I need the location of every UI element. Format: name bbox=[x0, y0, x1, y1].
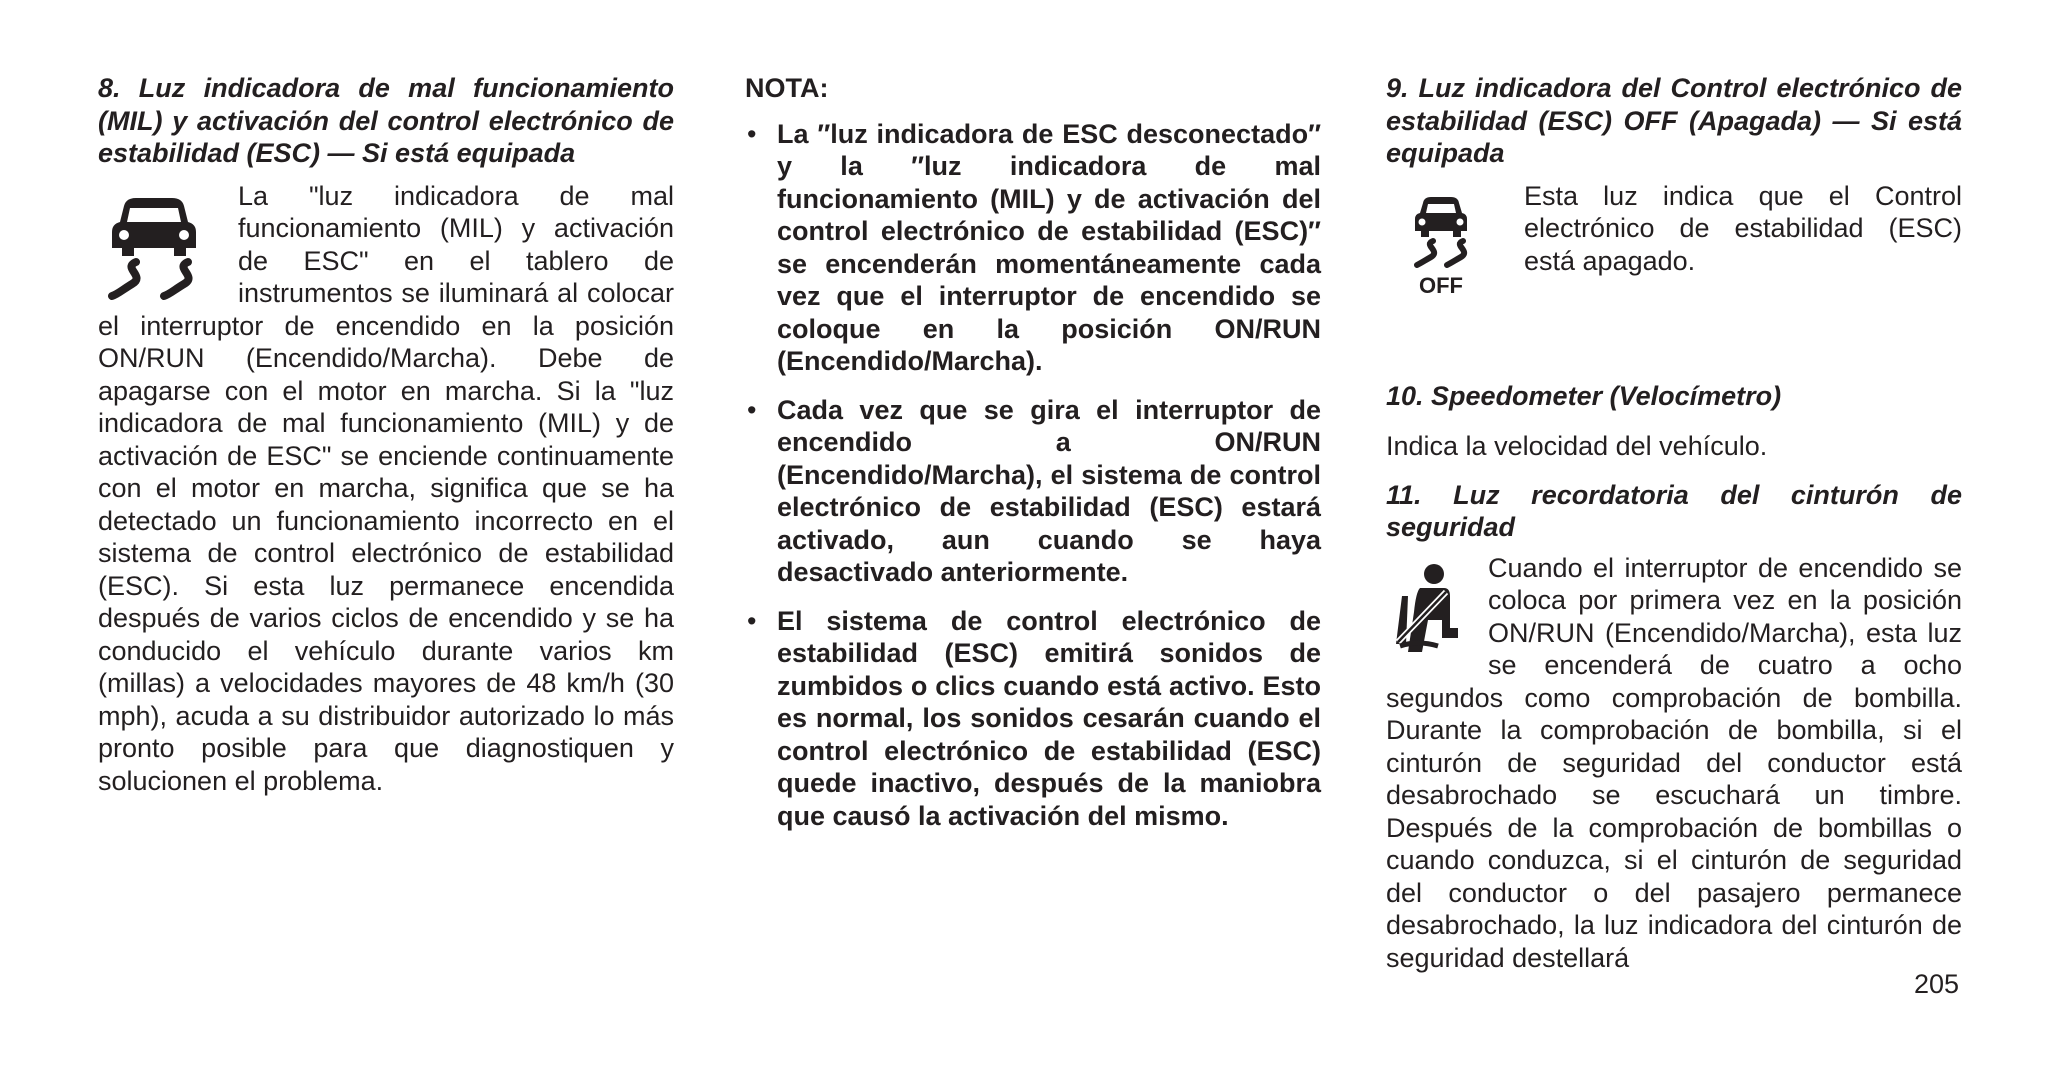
column-middle bbox=[745, 72, 1321, 848]
seatbelt-icon bbox=[1386, 560, 1466, 660]
list-item bbox=[745, 118, 1321, 378]
section-10 bbox=[1386, 380, 1962, 463]
section-11-body: Cuando el interruptor de encendido se coloca por primera vez en la posición ON/RUN (Encendido/Marcha), esta luz se encenderá de cuatro a ocho segundos como comprobación de bombilla. Durante la comprobación de bombilla, si el cinturón de seguridad del conductor está desabrochado se escuchará un timbre. Después de la comprobación de bombillas o cuando conduzca, si el cinturón de seguridad del conductor o del pasajero permanece desabrochado, la luz indicadora del cinturón de seguridad destellará bbox=[1386, 552, 1962, 973]
section-9-body: Esta luz indica que el Control electrónico de estabilidad (ESC) está apagado. bbox=[1524, 180, 1962, 276]
list-item bbox=[745, 605, 1321, 833]
section-11-content bbox=[1386, 552, 1962, 975]
section-9-heading: 9. Luz indicadora del Control electrónico de estabilidad (ESC) OFF (Apagada) — Si está equipada bbox=[1386, 73, 1962, 168]
section-8-heading: 8. Luz indicadora de mal funcionamiento (MIL) y activación del control electrónico de estabilidad (ESC) — Si está equipada bbox=[98, 73, 674, 168]
nota-list bbox=[745, 118, 1321, 833]
column-right bbox=[1386, 72, 1962, 974]
bullet-icon: • bbox=[747, 605, 757, 636]
esc-off-label: OFF bbox=[1419, 272, 1463, 298]
section-11 bbox=[1386, 479, 1962, 975]
esc-off-icon bbox=[1386, 186, 1496, 306]
list-item-text: El sistema de control electrónico de estabilidad (ESC) emitirá sonidos de zumbidos o clics cuando está activo. Esto es normal, los sonidos cesarán cuando el control electrónico de estabilidad (ESC) quede inactivo, después de la maniobra que causó la activación del mismo. bbox=[777, 605, 1321, 831]
esc-skid-car-icon bbox=[98, 188, 210, 308]
list-item bbox=[745, 394, 1321, 589]
bullet-icon: • bbox=[747, 394, 757, 425]
section-8-content bbox=[98, 180, 674, 798]
nota-title: NOTA: bbox=[745, 73, 829, 103]
list-item-text: Cada vez que se gira el interruptor de encendido a ON/RUN (Encendido/Marcha), el sistema de control electrónico de estabilidad (ESC) estará activado, aun cuando se haya desactivado anteriormente. bbox=[777, 394, 1321, 587]
bullet-icon: • bbox=[747, 118, 757, 149]
page-number: 205 bbox=[1914, 969, 1960, 999]
section-10-heading: 10. Speedometer (Velocímetro) bbox=[1386, 380, 1782, 411]
section-8-body: La "luz indicadora de mal funcionamiento (MIL) y activación de ESC" en el tablero de instrumentos se iluminará al colocar el interruptor de encendido en la posición ON/RUN (Encendido/Marcha). Debe de apagarse con el motor en marcha. Si la "luz indicadora de mal funcionamiento (MIL) y de activación de ESC" se enciende continuamente con el motor en marcha, significa que se ha detectado un funcionamiento incorrecto en el sistema de control electrónico de estabilidad (ESC). Si esta luz permanece encendida después de varios ciclos de encendido y se ha conducido el vehículo durante varios km (millas) a velocidades mayores de 48 km/h (30 mph), acuda a su distribuidor autorizado lo más pronto posible para que diagnostiquen y solucionen el problema. bbox=[98, 180, 674, 796]
section-9 bbox=[1386, 72, 1962, 306]
column-left bbox=[98, 72, 674, 797]
section-9-content bbox=[1386, 180, 1962, 306]
section-11-heading: 11. Luz recordatoria del cinturón de seguridad bbox=[1386, 479, 1962, 542]
section-10-body: Indica la velocidad del vehículo. bbox=[1386, 431, 1768, 461]
spacer bbox=[1386, 340, 1962, 380]
list-item-text: La ″luz indicadora de ESC desconectado″ y la ″luz indicadora de mal funcionamiento (MIL) y de activación del control electrónico de estabilidad (ESC)″ se encenderán momentáneamente cada vez que el interruptor de encendido se coloque en la posición ON/RUN (Encendido/Marcha). bbox=[777, 118, 1321, 376]
